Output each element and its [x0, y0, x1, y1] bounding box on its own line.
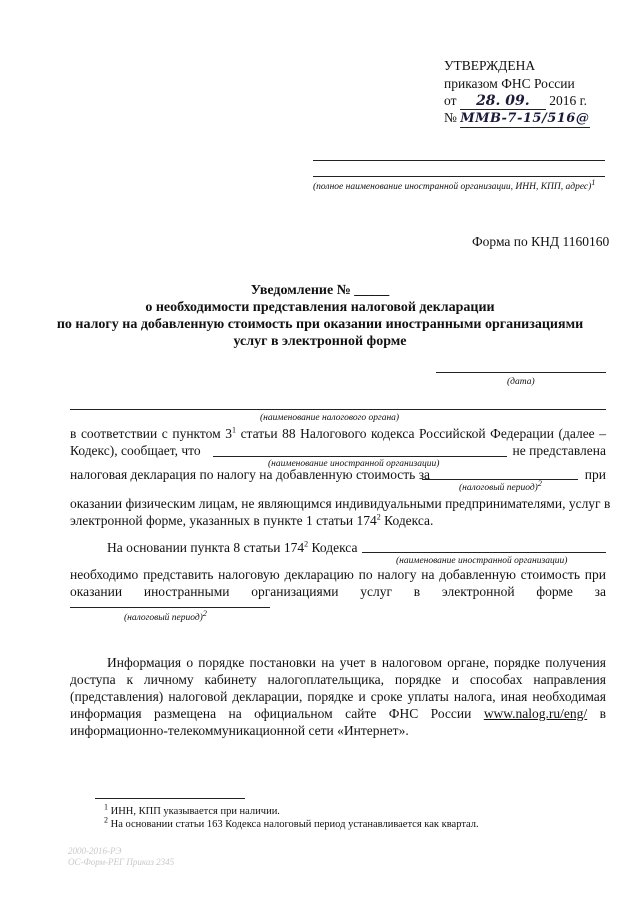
nalog-link[interactable]: www.nalog.ru/eng/ [483, 706, 588, 721]
para2-line-1 [107, 540, 357, 556]
tax-authority-caption: (наименование налогового органа) [260, 413, 400, 423]
para3-line-2: доступа к личному кабинету налогоплательщика, порядке и способах направления [70, 672, 606, 687]
para3-line-3: (представления) налоговой декларации, порядке и сроке уплаты налога, иная необходимая [70, 689, 606, 704]
approval-year: 2016 г. [549, 93, 587, 108]
approval-number [444, 110, 590, 128]
para2-org-line [362, 552, 606, 553]
foreign-org-line [213, 456, 507, 457]
approval-date-prefix: от [444, 93, 457, 108]
footnote-1-mark: 1 [104, 802, 108, 812]
org-caption [313, 177, 596, 193]
faint-stamp-line-2: ОС-Форм-РЕГ Приказ 2345 [68, 857, 175, 867]
para1-l5a: электронной форме, указанных в пункте 1 статьи 174 [70, 513, 377, 528]
para1-l1a: в соответствии с пунктом 3 [70, 426, 232, 441]
para2-org-caption: (наименование иностранной организации) [396, 556, 568, 566]
tax-authority-line [70, 409, 606, 410]
date-line [436, 372, 606, 373]
para1-l1b: статьи 88 Налогового кодекса Российской Федерации (далее – [236, 426, 606, 441]
para1-foreign-org-caption: (наименование иностранной организации) [268, 459, 440, 469]
para1-period-caption [459, 478, 542, 494]
para2-l1a: На основании пункта 8 статьи 174 [107, 540, 305, 555]
approval-title: УТВЕРЖДЕНА [444, 58, 536, 73]
para2-l1-sup: 2 [304, 539, 309, 549]
para1-l5-sup: 2 [376, 512, 381, 522]
org-line-2 [313, 176, 605, 177]
para1-line-4: оказании физическим лицам, не являющимся индивидуальными предпринимателями, услуг в [70, 496, 611, 511]
para1-l3a: налоговая декларация по налогу на добавленную стоимость за [70, 467, 431, 482]
approval-order: приказом ФНС России [444, 76, 575, 91]
para2-line-3: оказании иностранными организациями услуг в электронной форме за [70, 584, 606, 599]
period-line-1 [422, 479, 578, 480]
heading [0, 282, 640, 350]
para1-line-1 [70, 426, 606, 442]
approval-date-handwritten: 28. 09. [460, 93, 546, 110]
approval-number-handwritten: ММВ-7-15/516@ [460, 111, 590, 126]
form-code: Форма по КНД 1160160 [472, 234, 610, 249]
date-caption: (дата) [507, 377, 535, 387]
heading-line-3: по налогу на добавленную стоимость при оказании иностранными организациями [56, 317, 584, 332]
heading-line-1: Уведомление № _____ [250, 283, 390, 298]
para1-l5b: Кодекса. [380, 513, 434, 528]
faint-stamp [68, 846, 174, 868]
approval-number-prefix: № [444, 110, 457, 125]
heading-line-4: услуг в электронной форме [233, 334, 407, 349]
para1-period-caption-sup: 2 [537, 478, 542, 488]
footnote-1 [104, 802, 280, 818]
footnote-2 [104, 815, 479, 831]
para3-line-1: Информация о порядке постановки на учет в налоговом органе, порядке получения [107, 655, 606, 670]
para1-l2b: не представлена [512, 443, 606, 458]
faint-stamp-line-1: 2000-2016-РЭ [68, 846, 122, 856]
footnote-2-text: На основании статьи 163 Кодекса налоговый период устанавливается как квартал. [108, 819, 479, 830]
para1-l1-sup: 1 [232, 425, 236, 435]
para2-l1b: Кодекса [308, 540, 358, 555]
para2-line-2: необходимо представить налоговую декларацию по налогу на добавленную стоимость при [70, 567, 606, 582]
para1-line-5 [70, 513, 433, 529]
para3-l4b: в [599, 706, 606, 721]
heading-line-2: о необходимости представления налоговой декларации [145, 300, 495, 315]
footnote-2-mark: 2 [104, 815, 108, 825]
para1-l3b: при [584, 467, 606, 482]
org-line-1 [313, 160, 605, 161]
para2-period-caption [124, 608, 207, 624]
footnote-1-text: ИНН, КПП указывается при наличии. [108, 806, 280, 817]
para1-line-3 [70, 467, 606, 483]
para3-line-5: информационно-телекоммуникационной сети «Интернет». [70, 723, 409, 738]
para2-period-caption-text: (налоговый период) [124, 613, 203, 623]
para3-line-4 [70, 706, 606, 722]
para1-period-caption-text: (налоговый период) [459, 483, 538, 493]
para1-l2a: Кодекс), сообщает, что [70, 443, 201, 458]
org-caption-sup: 1 [591, 177, 596, 187]
approval-date [444, 93, 587, 110]
para3-l4a: информация размещена на официальном сайте ФНС России [70, 706, 472, 721]
org-caption-text: (полное наименование иностранной организации, ИНН, КПП, адрес) [313, 182, 592, 192]
footnote-separator [95, 798, 245, 799]
period-line-2 [70, 607, 270, 608]
para2-period-caption-sup: 2 [202, 608, 207, 618]
